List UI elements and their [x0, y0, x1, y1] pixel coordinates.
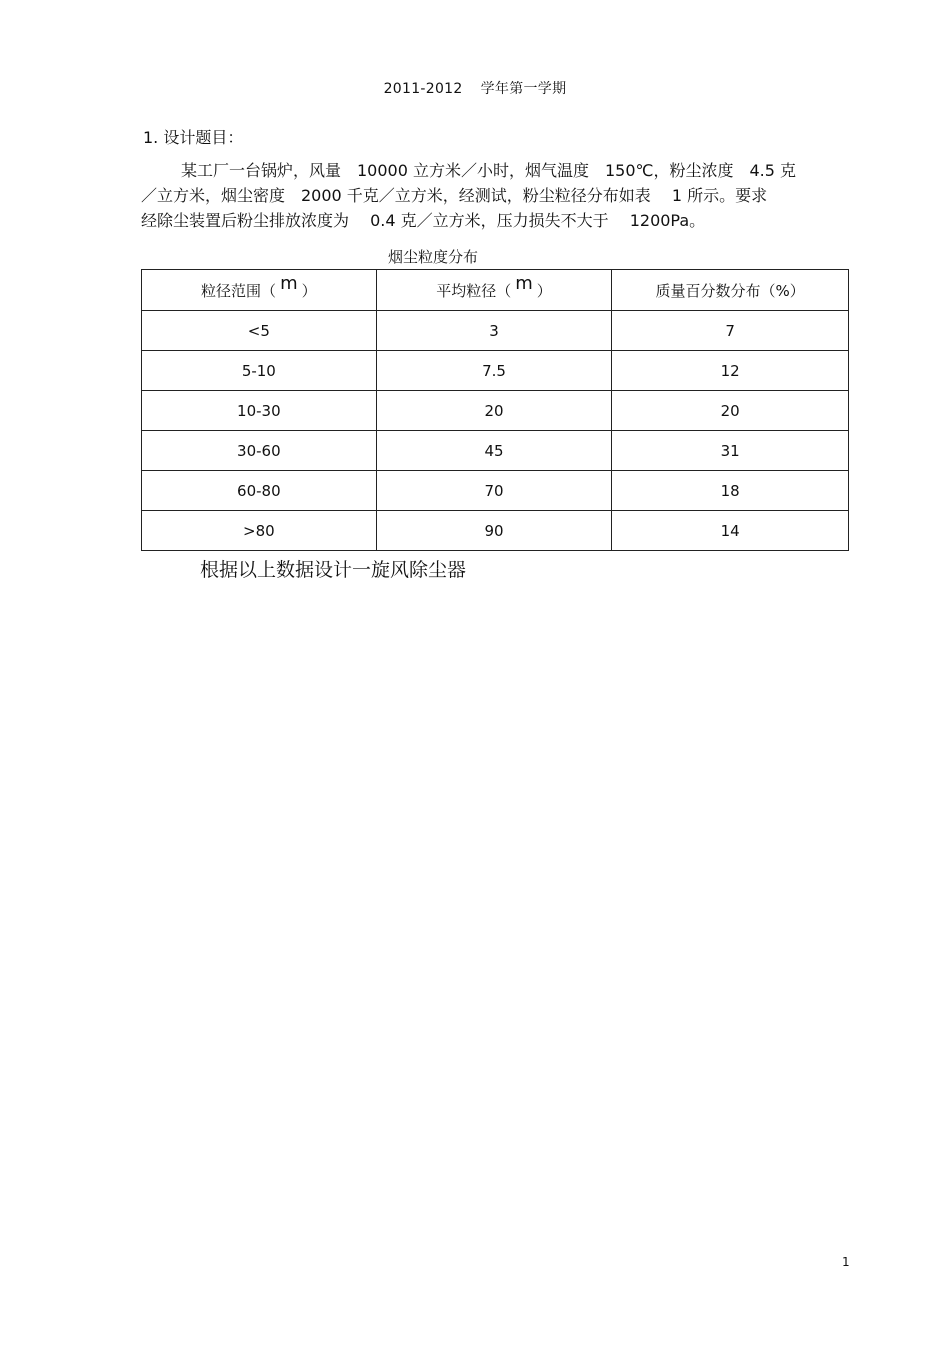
cell-mean-size: 7.5 — [376, 351, 612, 391]
design-task-note: 根据以上数据设计一旋风除尘器 — [200, 559, 467, 581]
section-title: 1. 设计题目： — [143, 128, 244, 147]
page-header — [0, 78, 950, 98]
table-row — [142, 511, 849, 551]
cell-mass-percent: 18 — [612, 471, 849, 511]
table-row — [142, 431, 849, 471]
table-header-row — [142, 270, 849, 311]
cell-size-range: 5-10 — [142, 351, 377, 391]
header-mass-percent: 质量百分数分布（%） — [612, 270, 849, 311]
cell-mean-size: 3 — [376, 311, 612, 351]
cell-mean-size: 45 — [376, 431, 612, 471]
cell-mass-percent: 14 — [612, 511, 849, 551]
cell-mass-percent: 20 — [612, 391, 849, 431]
cell-size-range: 60-80 — [142, 471, 377, 511]
cell-mass-percent: 12 — [612, 351, 849, 391]
table-row — [142, 351, 849, 391]
micron-unit: m — [515, 272, 533, 294]
cell-size-range: 10-30 — [142, 391, 377, 431]
micron-unit: m — [280, 272, 298, 294]
cell-mean-size: 20 — [376, 391, 612, 431]
problem-statement — [141, 158, 851, 233]
cell-size-range: <5 — [142, 311, 377, 351]
cell-mass-percent: 7 — [612, 311, 849, 351]
table-row — [142, 311, 849, 351]
cell-size-range: 30-60 — [142, 431, 377, 471]
cell-mean-size: 90 — [376, 511, 612, 551]
header-year: 2011-2012 — [383, 81, 463, 97]
header-mean-size: 平均粒径（ m ） — [376, 270, 612, 311]
problem-line-2: ／立方米，烟尘密度 2000 千克／立方米，经测试，粉尘粒径分布如表 1 所示。要求 — [141, 186, 768, 205]
header-term: 学年第一学期 — [480, 81, 567, 97]
page-number: 1 — [842, 1255, 850, 1269]
problem-line-1: 某工厂一台锅炉，风量 10000 立方米／小时，烟气温度 150℃，粉尘浓度 4.5 克 — [181, 161, 797, 180]
problem-line-3: 经除尘装置后粉尘排放浓度为 0.4 克／立方米，压力损失不大于 1200Pa。 — [141, 211, 706, 230]
table-row — [142, 471, 849, 511]
header-size-range: 粒径范围（ m ） — [142, 270, 377, 311]
table-caption: 烟尘粒度分布 — [388, 248, 479, 266]
cell-mass-percent: 31 — [612, 431, 849, 471]
cell-mean-size: 70 — [376, 471, 612, 511]
table-row — [142, 391, 849, 431]
cell-size-range: >80 — [142, 511, 377, 551]
particle-size-table — [141, 269, 849, 551]
